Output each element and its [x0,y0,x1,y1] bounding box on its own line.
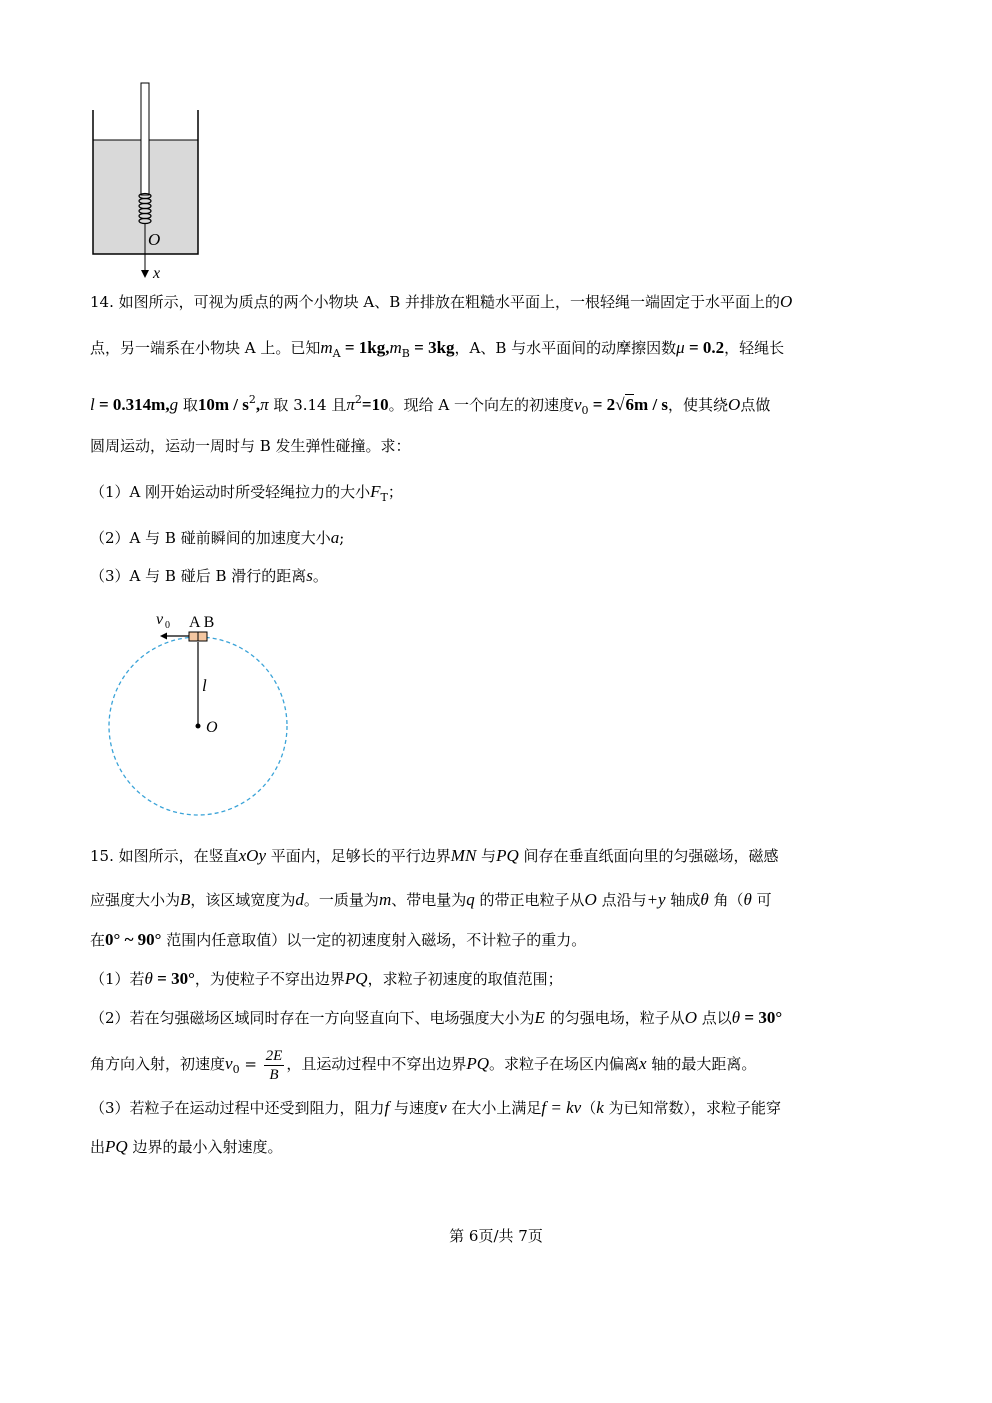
q15-sub-3-line-2: 出PQ 边界的最小入射速度。 [90,1137,283,1156]
label-ab: A B [189,614,215,631]
label-l: l [202,676,207,695]
svg-text:0: 0 [165,620,170,631]
spring-container-figure [85,75,215,285]
block-b [198,632,207,641]
q14-line-2: 点，另一端系在小物块 A 上。已知$m_A = 1kg,m_B = 3kg$，A、B 与水平面间的动摩擦因数μ = 0.2，轻绳长 [90,338,785,360]
label-o: O [206,719,218,736]
label-o: O [148,230,161,249]
q15-sub-1: （1）若θ = 30°，为使粒子不穿出边界PQ，求粒子初速度的取值范围； [90,969,563,988]
q14-sub-1: （1）A 刚开始运动时所受轻绳拉力的大小$F_T$； [90,482,403,504]
q15-line-3: 在0° ~ 90° 范围内任意取值）以一定的初速度射入磁场，不计粒子的重力。 [90,930,587,949]
q14-sub-2: （2）A 与 B 碰前瞬间的加速度大小a; [90,528,345,547]
q15-line-2: 应强度大小为B，该区域宽度为d。一质量为m、带电量为q 的带正电粒子从O 点沿与+y 轴成θ 角（θ 可 [90,890,772,909]
q15-sub-3: （3）若粒子在运动过程中还受到阻力，阻力f 与速度v 在大小上满足f = kv（k 为已知常数），求粒子能穿 [90,1098,782,1117]
q14-sub-3: （3）A 与 B 碰后 B 滑行的距离s。 [90,566,328,585]
fraction-2e-over-b: $\frac{2E}{B}$ [265,1047,283,1083]
x-axis-arrow [141,270,149,278]
label-v0: v [156,611,164,628]
q15-line-1: 15. 如图所示，在竖直xOy 平面内，足够长的平行边界MN 与PQ 间存在垂直纸面向里的匀强磁场，磁感 [90,846,779,865]
rod [141,83,149,195]
q14-line-1: 14. 如图所示，可视为质点的两个小物块 A、B 并排放在粗糙水平面上，一根轻绳一端固定于水平面上的O [90,292,793,311]
q14-line-4: 圆周运动，运动一周时与 B 发生弹性碰撞。求： [90,437,411,455]
block-a [189,632,198,641]
q15-sub-2: （2）若在匀强磁场区域同时存在一方向竖直向下、电场强度大小为E 的匀强电场，粒子从O 点以θ = 30° [90,1008,783,1027]
label-x: x [153,265,161,282]
q15-sub-2-line-2: 角方向入射，初速度$v_0$ = $\frac{2E}{B}$ ，且运动过程中不穿出边界PQ。求粒子在场区内偏离x 轴的最大距离。 [90,1047,757,1083]
page-footer: 第 6页/共 7页 [449,1227,543,1245]
q14-line-3: l = 0.314m,g 取$10m / s^2,\pi$ 取 3.14 且$\pi^2=10$。现给 A 一个向左的初速度$v_0 = 2√6m / s$，使其绕O点做 [90,393,771,417]
point-o [196,724,201,729]
spring-coil [139,194,151,224]
circle-motion-figure [100,605,300,820]
